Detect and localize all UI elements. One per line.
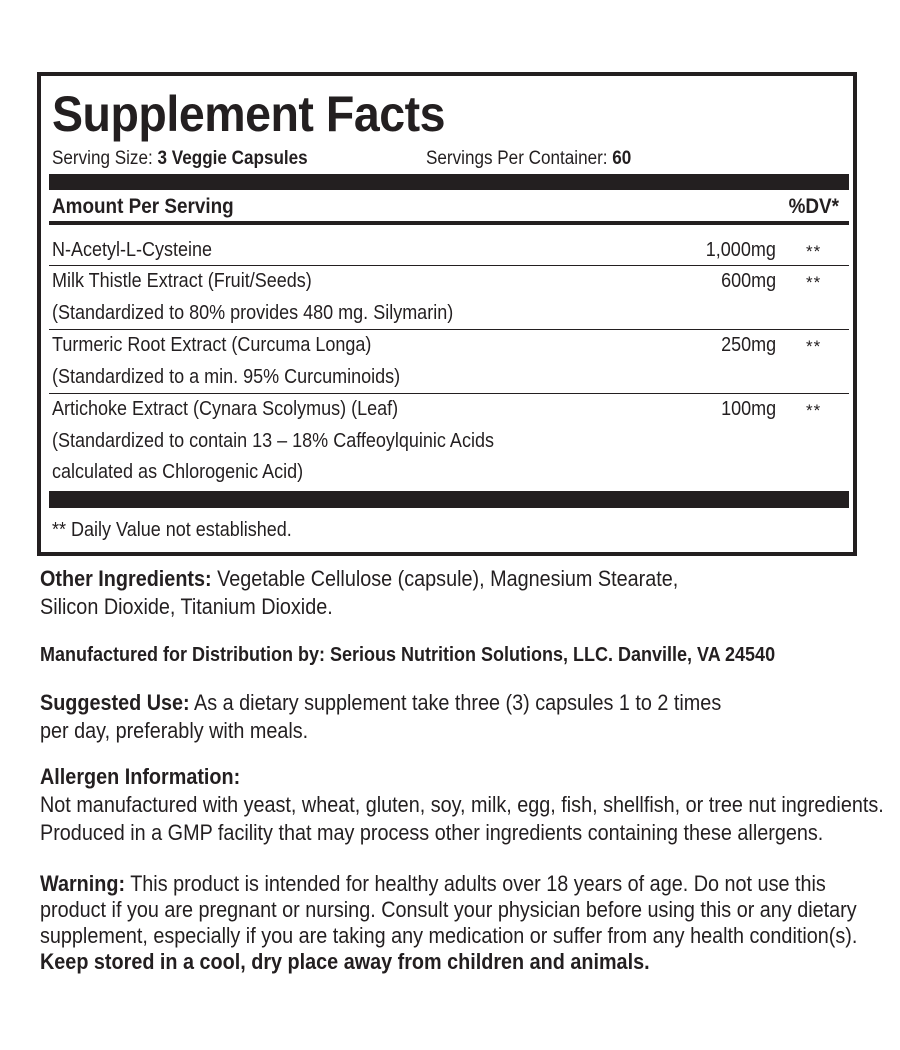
ingredient-amount: 250mg bbox=[720, 334, 776, 356]
warning-line3: supplement, especially if you are taking any medication or suffer from any health condition(s). bbox=[40, 923, 858, 948]
ingredient-detail: (Standardized to contain 13 – 18% Caffeoylquinic Acids bbox=[52, 430, 494, 452]
row-divider bbox=[49, 393, 849, 394]
ingredient-name: Milk Thistle Extract (Fruit/Seeds) bbox=[52, 270, 312, 292]
ingredient-detail: calculated as Chlorogenic Acid) bbox=[52, 461, 304, 483]
ingredient-name: Artichoke Extract (Cynara Scolymus) (Leaf) bbox=[52, 398, 399, 420]
warning-text: This product is intended for healthy adults over 18 years of age. Do not use this bbox=[125, 871, 826, 896]
serving-size-value: 3 Veggie Capsules bbox=[157, 148, 308, 169]
ingredient-dv: ** bbox=[806, 337, 822, 356]
other-ingredients-label: Other Ingredients: bbox=[40, 566, 212, 591]
header-rule bbox=[49, 221, 849, 225]
suggested-use bbox=[40, 690, 721, 716]
ingredient-detail: (Standardized to a min. 95% Curcuminoids) bbox=[52, 366, 401, 388]
allergen-line2: Produced in a GMP facility that may process other ingredients containing these allergens. bbox=[40, 820, 824, 845]
other-ingredients-text: Vegetable Cellulose (capsule), Magnesium Stearate, bbox=[211, 566, 679, 591]
servings-label: Servings Per Container: bbox=[426, 148, 608, 169]
serving-size bbox=[52, 148, 308, 170]
ingredient-dv: ** bbox=[806, 273, 822, 292]
suggested-use-text: As a dietary supplement take three (3) capsules 1 to 2 times bbox=[189, 690, 722, 715]
ingredient-amount: 100mg bbox=[720, 398, 776, 420]
footer-bar bbox=[49, 491, 849, 508]
servings-value: 60 bbox=[612, 148, 632, 169]
allergen-line1: Not manufactured with yeast, wheat, gluten, soy, milk, egg, fish, shellfish, or tree nut ingredients. bbox=[40, 792, 884, 817]
ingredient-dv: ** bbox=[806, 401, 822, 420]
supplement-facts-panel bbox=[37, 72, 857, 556]
ingredient-name: N-Acetyl-L-Cysteine bbox=[52, 239, 213, 261]
suggested-use-line2: per day, preferably with meals. bbox=[40, 718, 309, 743]
serving-size-label: Serving Size: bbox=[52, 148, 153, 169]
manufacturer-info: Manufactured for Distribution by: Serious Nutrition Solutions, LLC. Danville, VA 24540 bbox=[40, 644, 776, 666]
row-divider bbox=[49, 265, 849, 266]
ingredient-detail: (Standardized to 80% provides 480 mg. Silymarin) bbox=[52, 302, 454, 324]
allergen-label: Allergen Information: bbox=[40, 764, 241, 789]
storage-note: Keep stored in a cool, dry place away from children and animals. bbox=[40, 949, 650, 974]
ingredient-amount: 1,000mg bbox=[705, 239, 776, 261]
amount-per-serving-header: Amount Per Serving bbox=[52, 195, 234, 218]
facts-title: Supplement Facts bbox=[52, 86, 446, 142]
ingredient-amount: 600mg bbox=[720, 270, 776, 292]
warning-label: Warning: bbox=[40, 871, 126, 896]
other-ingredients bbox=[40, 566, 678, 592]
warning bbox=[40, 871, 826, 897]
ingredient-name: Turmeric Root Extract (Curcuma Longa) bbox=[52, 334, 372, 356]
warning-line2: product if you are pregnant or nursing. Consult your physician before using this or any dietary bbox=[40, 897, 857, 922]
ingredient-dv: ** bbox=[806, 242, 822, 261]
row-divider bbox=[49, 329, 849, 330]
footnote: ** Daily Value not established. bbox=[52, 519, 292, 541]
servings-per-container bbox=[426, 148, 631, 170]
other-ingredients-line2: Silicon Dioxide, Titanium Dioxide. bbox=[40, 594, 333, 619]
dv-header: %DV* bbox=[788, 195, 839, 218]
header-bar bbox=[49, 174, 849, 190]
suggested-use-label: Suggested Use: bbox=[40, 690, 190, 715]
